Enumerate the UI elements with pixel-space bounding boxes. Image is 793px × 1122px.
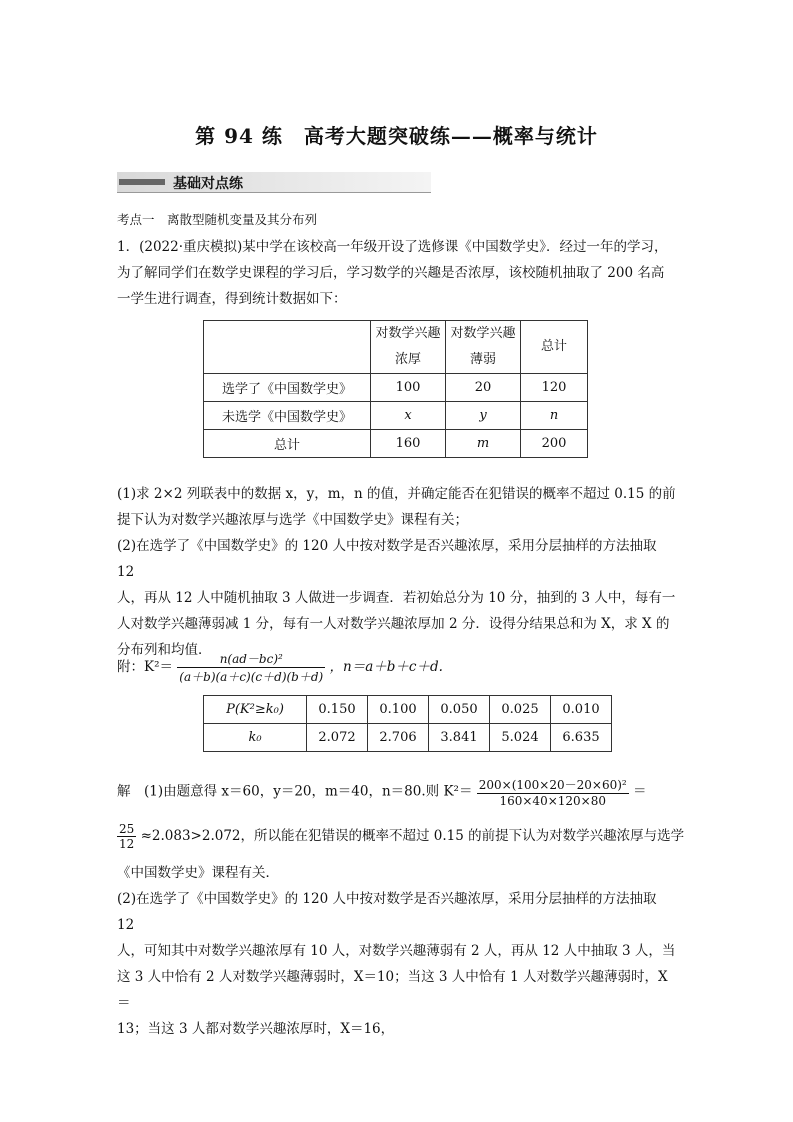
table-cell: 6.635 [551,724,612,752]
critical-value-table [203,695,612,752]
table-cell [204,321,371,374]
knowledge-point: 考点一 离散型随机变量及其分布列 [117,212,318,227]
question-line: 分布列和均值． [117,642,212,658]
solution-line-2 [117,822,687,851]
table-cell: 2.072 [307,724,368,752]
fraction-numerator: 200×(100×20－20×60)² [478,778,627,792]
table-cell: k₀ [204,724,307,752]
table-cell: 200 [521,430,588,458]
appendix-formula [117,650,443,685]
solution-continued [117,860,677,1042]
table-cell: 0.150 [307,696,368,724]
solution-text: ≈2.083>2.072，所以能在犯错误的概率不超过 0.15 的前提下认为对数学兴趣浓厚与选学 [140,828,685,844]
problem-line: 1．(2022·重庆模拟)某中学在该校高一年级开设了选修课《中国数学史》．经过一年的学习， [117,239,668,255]
table-cell: 0.010 [551,696,612,724]
table-cell: 120 [521,374,588,402]
questions [117,481,677,663]
table-cell: 5.024 [490,724,551,752]
section-bar-decoration [119,179,165,185]
table-cell: y [446,402,521,430]
solution-fraction [477,776,629,808]
solution-line: 《中国数学史》课程有关． [117,865,279,881]
solution-line-1 [117,776,687,808]
solution-text: ＝ [633,783,647,800]
solution-line: (2)在选学了《中国数学史》的 120 人中按对数学是否兴趣浓厚，采用分层抽样的方法抽取 12 [117,891,657,933]
table-cell: x [371,402,446,430]
table-cell: 3.841 [429,724,490,752]
solution-fraction [117,822,136,851]
solution-line: 这 3 人中恰有 2 人对数学兴趣薄弱时，X＝10；当这 3 人中恰有 1 人对数学兴趣薄弱时，X＝ [117,969,668,1011]
table-cell: 0.025 [490,696,551,724]
solution-text: 解 (1)由题意得 x＝60，y＝20，m＝40，n＝80.则 K²＝ [117,783,473,800]
fraction-denominator: 12 [119,837,135,851]
question-line: (2)在选学了《中国数学史》的 120 人中按对数学是否兴趣浓厚，采用分层抽样的方法抽取 12 [117,538,657,580]
problem-line: 为了解同学们在数学史课程的学习后，学习数学的兴趣是否浓厚，该校随机抽取了 200 名高 [117,265,665,281]
fraction-numerator: n(ad－bc)² [177,650,325,668]
contingency-table [203,320,588,458]
table-header-cell: 对数学兴趣浓厚 [371,321,446,374]
question-line: 人对数学兴趣薄弱减 1 分，每有一人对数学兴趣浓厚加 2 分．设得分结果总和为 X，求 X 的 [117,616,670,632]
table-cell: 20 [446,374,521,402]
table-cell: 未选学《中国数学史》 [204,402,371,430]
solution-line: 13；当这 3 人都对数学兴趣浓厚时，X＝16， [117,1021,395,1037]
page-title: 第 94 练 高考大题突破练——概率与统计 [195,124,598,148]
table-cell: 2.706 [368,724,429,752]
fraction-denominator: (a＋b)(a＋c)(c＋d)(b＋d) [179,670,324,684]
fraction-denominator: 160×40×120×80 [499,794,606,808]
fraction-numerator: 25 [119,822,135,836]
question-line: 提下认为对数学兴趣浓厚与选学《中国数学史》课程有关； [117,512,468,528]
table-cell: n [521,402,588,430]
table-cell: P(K²≥k₀) [204,696,307,724]
table-cell: 0.100 [368,696,429,724]
formula-suffix: ，n＝a＋b＋c＋d. [329,659,443,675]
table-cell: 160 [371,430,446,458]
problem-statement [117,234,677,312]
table-cell: 0.050 [429,696,490,724]
formula-prefix: 附：K²＝ [117,659,173,675]
question-line: 人，再从 12 人中随机抽取 3 人做进一步调查．若初始总分为 10 分，抽到的 3 人中，每有一 [117,590,676,606]
problem-line: 一学生进行调查，得到统计数据如下： [117,291,347,307]
table-cell: m [446,430,521,458]
section-header [117,172,431,193]
solution-line: 人，可知其中对数学兴趣浓厚有 10 人，对数学兴趣薄弱有 2 人，再从 12 人中抽取 3 人，当 [117,943,676,959]
question-line: (1)求 2×2 列联表中的数据 x，y，m，n 的值，并确定能否在犯错误的概率不超过 0.15 的前 [117,486,676,502]
table-cell: 100 [371,374,446,402]
table-header-cell: 对数学兴趣薄弱 [446,321,521,374]
table-cell: 选学了《中国数学史》 [204,374,371,402]
section-title: 基础对点练 [173,176,243,192]
formula-fraction [177,650,325,685]
table-cell: 总计 [204,430,371,458]
table-header-cell: 总计 [521,321,588,374]
